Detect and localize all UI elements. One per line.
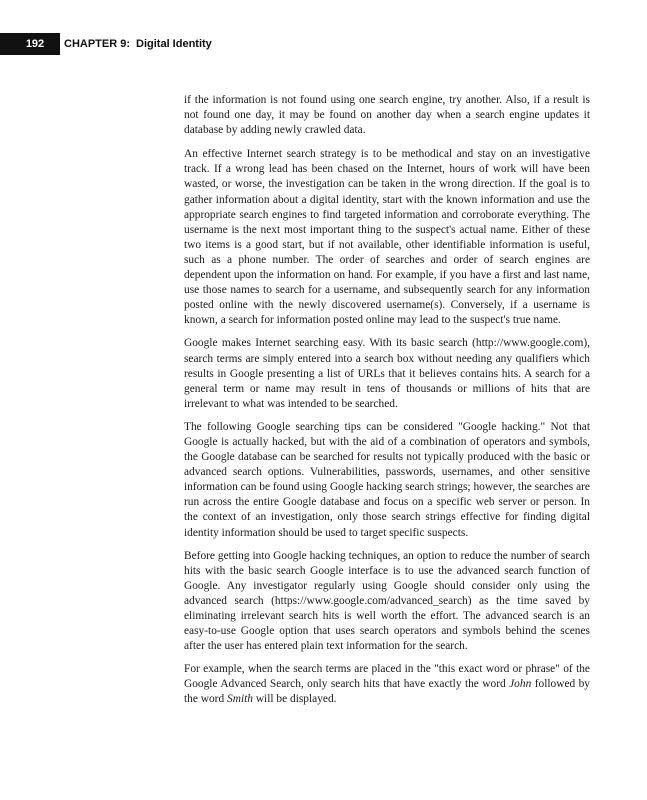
paragraph: if the information is not found using one search engine, try another. Also, if a result is not found one day, it may be found on another day when a search engine updates it database by adding newly crawled data. [184, 94, 590, 137]
paragraph: Before getting into Google hacking techniques, an option to reduce the number of search hits with the basic search Google interface is to use the advanced search function of Google. Any investigator regularly using Google should consider only using the advanced search (https://www.google.com/advanced_search) as the time saved by eliminating irrelevant search hits is well worth the effort. The advanced search is an easy-to-use Google option that uses search operators and symbols behind the scenes after the user has entered plain text information for the search. [184, 549, 590, 653]
text-run: will be displayed. [252, 693, 337, 706]
body-text [184, 93, 590, 716]
running-header [0, 33, 212, 55]
chapter-title: Digital Identity [136, 38, 212, 50]
page-number: 192 [0, 33, 60, 55]
paragraph-last [184, 662, 590, 707]
text-run: For example, when the search terms are placed in the "this exact word or phrase" of the Google Advanced Search, only search hits that have exactly the word [184, 663, 590, 691]
chapter-heading [64, 38, 212, 50]
emphasis-john: John [509, 678, 532, 691]
paragraph: The following Google searching tips can be considered "Google hacking." Not that Google is actually hacked, but with the aid of a combination of operators and symbols, the Google database can be searched for results not typically produced with the basic or advanced search options. Vulnerabilities, passwords, usernames, and other sensitive information can be found using Google hacking search strings; however, the searches are run across the entire Google database and focus on a specific web server or person. In the context of an investigation, only those search strings effective for finding digital identity information should be used to target specific suspects. [184, 420, 590, 539]
paragraph: Google makes Internet searching easy. With its basic search (http://www.google.com), search terms are simply entered into a search box without needing any qualifiers which results in Google presenting a list of URLs that it believes contains hits. A search for a general term or name may result in tens of thousands or millions of hits that are irrelevant to what was intended to be searched. [184, 337, 590, 410]
chapter-label: CHAPTER 9: [64, 38, 131, 50]
paragraph: An effective Internet search strategy is to be methodical and stay on an investigative track. If a wrong lead has been chased on the Internet, hours of work will have been wasted, or worse, the investigation can be taken in the wrong direction. If the goal is to gather information about a digital identity, start with the known information and use the appropriate search engines to find targeted information and corroborate everything. The username is the next most important thing to the suspect's actual name. Either of these two items is a good start, but if not available, other identifiable information is useful, such as a phone number. The order of searches and order of search engines are dependent upon the information on hand. For example, if you have a first and last name, use those names to search for a username, and subsequently search for any information posted online with the newly discovered username(s). Conversely, if a username is known, a search for information posted online may lead to the suspect's true name. [184, 148, 590, 327]
text-run: followed by the word [184, 678, 590, 706]
emphasis-smith: Smith [227, 693, 253, 706]
